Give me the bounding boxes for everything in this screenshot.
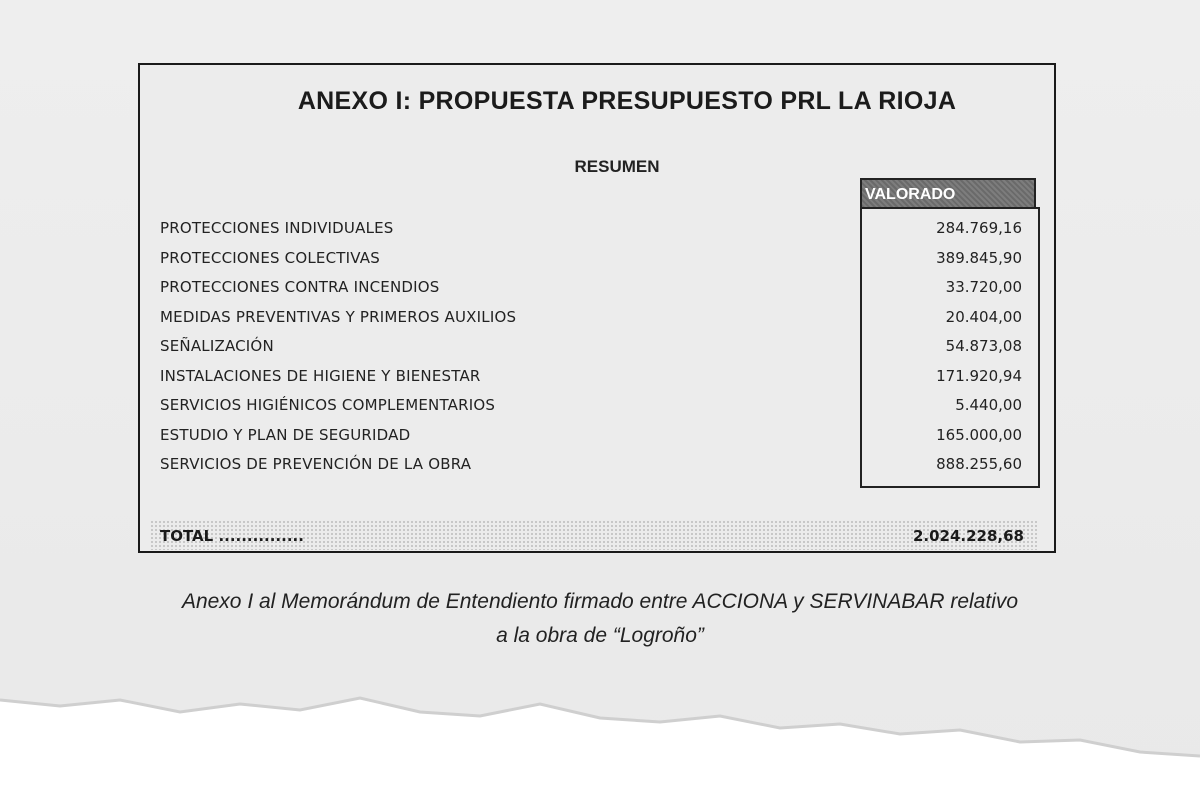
total-label: TOTAL ............... xyxy=(160,527,304,545)
row-value: 389.845,90 xyxy=(936,248,1022,267)
row-label: MEDIDAS PREVENTIVAS Y PRIMEROS AUXILIOS xyxy=(160,307,517,326)
caption-line-2: a la obra de “Logroño” xyxy=(496,624,704,647)
row-label: ESTUDIO Y PLAN DE SEGURIDAD xyxy=(160,425,411,444)
row-value: 33.720,00 xyxy=(945,278,1022,296)
row-label: SERVICIOS HIGIÉNICOS COMPLEMENTARIOS xyxy=(160,396,496,414)
summary-heading: RESUMEN xyxy=(574,157,660,176)
row-label: SERVICIOS DE PREVENCIÓN DE LA OBRA xyxy=(160,455,472,473)
row-value: 888.255,60 xyxy=(936,455,1022,473)
row-label: PROTECCIONES INDIVIDUALES xyxy=(160,219,394,237)
row-label: SEÑALIZACIÓN xyxy=(160,337,274,355)
column-header-valorado: VALORADO xyxy=(860,178,1036,207)
row-value: 54.873,08 xyxy=(945,337,1022,355)
row-value: 165.000,00 xyxy=(936,425,1022,444)
row-label: PROTECCIONES COLECTIVAS xyxy=(160,248,380,267)
row-value: 284.769,16 xyxy=(936,219,1022,237)
row-label: PROTECCIONES CONTRA INCENDIOS xyxy=(160,278,440,296)
row-value: 20.404,00 xyxy=(945,307,1022,326)
row-label: INSTALACIONES DE HIGIENE Y BIENESTAR xyxy=(160,366,481,385)
row-value: 5.440,00 xyxy=(955,396,1022,414)
document-title: ANEXO I: PROPUESTA PRESUPUESTO PRL LA RIOJA xyxy=(297,87,957,115)
total-value: 2.024.228,68 xyxy=(912,527,1024,545)
caption-line-1: Anexo I al Memorándum de Entendiento firmado entre ACCIONA y SERVINABAR relativo xyxy=(181,590,1019,613)
row-value: 171.920,94 xyxy=(936,366,1022,385)
